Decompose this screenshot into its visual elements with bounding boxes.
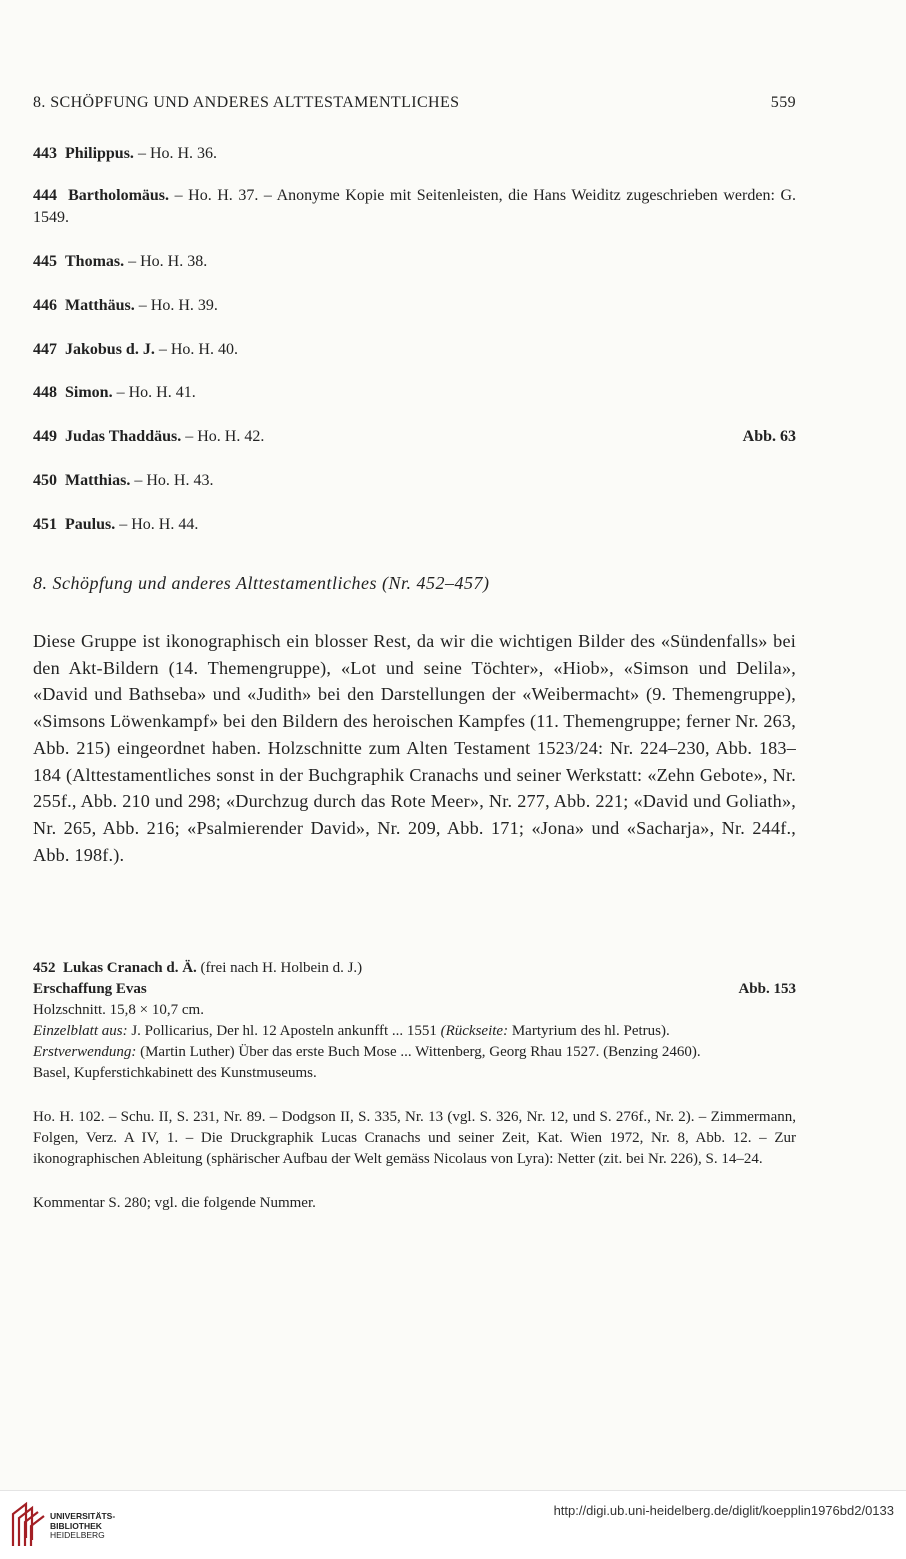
catalog-location: Basel, Kupferstichkabinett des Kunstmuseums. bbox=[33, 1065, 317, 1081]
rueckseite-text: Martyrium des hl. Petrus). bbox=[508, 1023, 670, 1039]
entry-name: Philippus. bbox=[65, 145, 134, 162]
header-title: 8. SCHÖPFUNG UND ANDERES ALTTESTAMENTLICHES bbox=[33, 94, 460, 111]
catalog-einzelblatt bbox=[33, 1021, 796, 1042]
einzelblatt-label: Einzelblatt aus: bbox=[33, 1023, 128, 1039]
erstverwendung-label: Erstverwendung: bbox=[33, 1044, 137, 1060]
catalog-entry-452 bbox=[33, 958, 796, 1214]
entry-449 bbox=[33, 426, 796, 448]
page-number: 559 bbox=[770, 94, 796, 111]
catalog-title-row bbox=[33, 979, 796, 1000]
entry-text: – Ho. H. 40. bbox=[154, 341, 238, 358]
entry-text: – Ho. H. 36. bbox=[133, 145, 218, 162]
entry-name: Judas Thaddäus. bbox=[65, 428, 182, 445]
entry-name: Jakobus d. J. bbox=[65, 341, 155, 358]
entry-text: – Ho. H. 43. bbox=[130, 472, 214, 489]
entry-451 bbox=[33, 514, 796, 536]
running-header bbox=[33, 94, 796, 112]
entry-name: Matthias. bbox=[65, 472, 131, 489]
einzelblatt-text: J. Pollicarius, Der hl. 12 Aposteln ankunfft ... 1551 bbox=[127, 1023, 441, 1039]
logo-line-3: HEIDELBERG bbox=[50, 1530, 105, 1540]
catalog-artist-note: (frei nach H. Holbein d. J.) bbox=[196, 960, 363, 976]
catalog-literature: Ho. H. 102. – Schu. II, S. 231, Nr. 89. – Dodgson II, S. 335, Nr. 13 (vgl. S. 326, Nr. 12, und S. 276f., Nr. 2). – Zimmermann, Folgen, Verz. A IV, 1. – Die Druckgraphik Lucas Cranachs und seiner Zeit, Kat. Wien 1972, Nr. 8, Abb. 12. – Zur ikonographischen Ableitung (sphärischer Aufbau der Welt gemäss Nicolaus von Lyra): Netter (zit. bei Nr. 226), S. 14–24. bbox=[33, 1109, 796, 1167]
entry-number: 446 bbox=[33, 297, 57, 314]
catalog-title: Erschaffung Evas bbox=[33, 981, 147, 997]
entry-number: 449 bbox=[33, 428, 57, 445]
catalog-comment: Kommentar S. 280; vgl. die folgende Nummer. bbox=[33, 1195, 316, 1211]
catalog-figure-reference: Abb. 153 bbox=[738, 981, 796, 997]
figure-reference: Abb. 63 bbox=[742, 428, 796, 445]
entry-name: Simon. bbox=[65, 384, 113, 401]
entry-number: 451 bbox=[33, 516, 57, 533]
catalog-number: 452 bbox=[33, 960, 56, 976]
rueckseite-label: (Rückseite: bbox=[440, 1023, 509, 1039]
logo-line-2: BIBLIOTHEK bbox=[50, 1520, 102, 1531]
entry-text: – Ho. H. 44. bbox=[115, 516, 199, 533]
erstverwendung-text: (Martin Luther) Über das erste Buch Mose ... Wittenberg, Georg Rhau 1527. (Benzing 2460). bbox=[136, 1044, 701, 1060]
entry-number: 447 bbox=[33, 341, 57, 358]
spacer bbox=[33, 1084, 796, 1107]
university-library-logo-icon bbox=[10, 1500, 48, 1553]
section-title: 8. Schöpfung und anderes Alttestamentliches (Nr. 452–457) bbox=[33, 573, 490, 593]
entry-text: – Ho. H. 42. bbox=[181, 428, 265, 445]
entry-444 bbox=[33, 185, 796, 229]
entry-number: 445 bbox=[33, 253, 57, 270]
entry-name: Matthäus. bbox=[65, 297, 135, 314]
entry-name: Paulus. bbox=[65, 516, 116, 533]
library-name bbox=[50, 1512, 115, 1541]
section-paragraph: Diese Gruppe ist ikonographisch ein blosser Rest, da wir die wichtigen Bilder des «Sündenfalls» bei den Akt-Bildern (14. Themengruppe), «Lot und seine Töchter», «Hiob», «Simson und Delila», «David und Bathseba» und «Judith» bei den Darstellungen der «Weibermacht» (9. Themengruppe), «Simsons Löwenkampf» bei den Bildern des heroischen Kampfes (11. Themengruppe; ferner Nr. 263, Abb. 215) eingeordnet haben. Holzschnitte zum Alten Testament 1523/24: Nr. 224–230, Abb. 183–184 (Alttestamentliches sonst in der Buchgraphik Cranachs und seiner Werkstatt: «Zehn Gebote», Nr. 255f., Abb. 210 und 298; «Durchzug durch das Rote Meer», Nr. 277, Abb. 221; «David und Goliath», Nr. 265, Abb. 216; «Psalmierender David», Nr. 209, Abb. 171; «Jona» und «Sacharja», Nr. 244f., Abb. 198f.). bbox=[33, 631, 796, 865]
digitization-footer bbox=[0, 1490, 906, 1559]
entry-name: Bartholomäus. bbox=[68, 187, 170, 204]
entry-text: – Ho. H. 37. – Anonyme Kopie mit Seitenleisten, die Hans Weiditz zugeschrieben werden: G. 1549. bbox=[33, 187, 797, 226]
entry-445 bbox=[33, 251, 796, 273]
logo-line-1: UNIVERSITÄTS- bbox=[50, 1511, 116, 1521]
entry-text: – Ho. H. 39. bbox=[134, 297, 218, 314]
entry-448 bbox=[33, 382, 796, 404]
catalog-heading bbox=[33, 958, 796, 979]
entry-443 bbox=[33, 143, 796, 165]
entry-text: – Ho. H. 41. bbox=[112, 384, 196, 401]
entry-text: – Ho. H. 38. bbox=[124, 253, 208, 270]
entry-447 bbox=[33, 339, 796, 361]
spacer bbox=[33, 1170, 796, 1193]
entry-number: 444 bbox=[33, 187, 57, 204]
entry-number: 448 bbox=[33, 384, 57, 401]
entry-number: 450 bbox=[33, 472, 57, 489]
catalog-artist: Lukas Cranach d. Ä. bbox=[63, 960, 197, 976]
catalog-technique: Holzschnitt. 15,8 × 10,7 cm. bbox=[33, 1002, 204, 1018]
entry-450 bbox=[33, 470, 796, 492]
entry-name: Thomas. bbox=[65, 253, 125, 270]
permalink-url[interactable]: http://digi.ub.uni-heidelberg.de/diglit/koepplin1976bd2/0133 bbox=[553, 1503, 894, 1518]
catalog-erstverwendung bbox=[33, 1042, 796, 1063]
entry-446 bbox=[33, 295, 796, 317]
entry-number: 443 bbox=[33, 145, 57, 162]
